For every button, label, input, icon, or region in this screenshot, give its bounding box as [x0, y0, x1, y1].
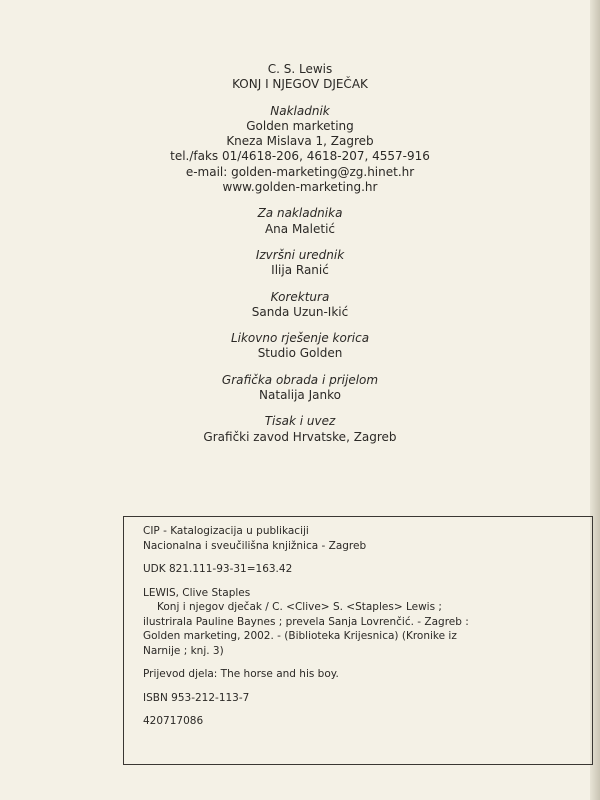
- credit-role: Grafička obrada i prijelom: [221, 372, 379, 387]
- cip-description-line: ilustrirala Pauline Baynes ; prevela Sanja Lovrenčić. - Zagreb :: [143, 615, 469, 628]
- credit-role: Za nakladnika: [257, 206, 343, 221]
- cip-record-id: 420717086: [143, 715, 204, 727]
- credit-role: Izvršni urednik: [255, 247, 345, 262]
- book-title: KONJ I NJEGOV DJEČAK: [232, 77, 368, 92]
- cip-library: Nacionalna i sveučilišna knjižnica - Zagreb: [143, 539, 367, 552]
- credit-role: Likovno rješenje korica: [230, 331, 370, 346]
- publisher-address: Kneza Mislava 1, Zagreb: [226, 134, 374, 149]
- credit-role: Tisak i uvez: [264, 414, 336, 429]
- publisher-name: Golden marketing: [246, 118, 354, 133]
- cip-udk: UDK 821.111-93-31=163.42: [143, 563, 293, 575]
- book-author: C. S. Lewis: [267, 62, 333, 76]
- credit-name: Ana Maletić: [264, 221, 336, 236]
- cip-description-line: Narnije ; knj. 3): [143, 644, 224, 657]
- credit-name: Natalija Janko: [259, 388, 341, 403]
- publisher-role: Nakladnik: [270, 103, 330, 118]
- cip-original-title: Prijevod djela: The horse and his boy.: [143, 668, 339, 680]
- credit-name: Ilija Ranić: [271, 263, 329, 278]
- publisher-phone: tel./faks 01/4618-206, 4618-207, 4557-916: [170, 149, 430, 164]
- credit-name: Grafički zavod Hrvatske, Zagreb: [203, 429, 397, 444]
- publisher-email: e-mail: golden-marketing@zg.hinet.hr: [185, 164, 415, 179]
- publisher-website: www.golden-marketing.hr: [222, 180, 378, 195]
- colophon: [0, 62, 600, 445]
- credit-name: Sanda Uzun-Ikić: [251, 304, 349, 319]
- cip-author-entry: LEWIS, Clive Staples: [143, 586, 251, 599]
- cip-isbn: ISBN 953-212-113-7: [143, 691, 250, 704]
- cip-record-box: [123, 516, 593, 765]
- credit-role: Korektura: [270, 289, 330, 304]
- cip-heading: CIP - Katalogizacija u publikaciji: [143, 525, 309, 537]
- cip-description-line: Golden marketing, 2002. - (Biblioteka Krijesnica) (Kronike iz: [143, 630, 457, 642]
- cip-description-line: Konj i njegov dječak / C. <Clive> S. <Staples> Lewis ;: [157, 601, 442, 613]
- credit-name: Studio Golden: [257, 346, 343, 361]
